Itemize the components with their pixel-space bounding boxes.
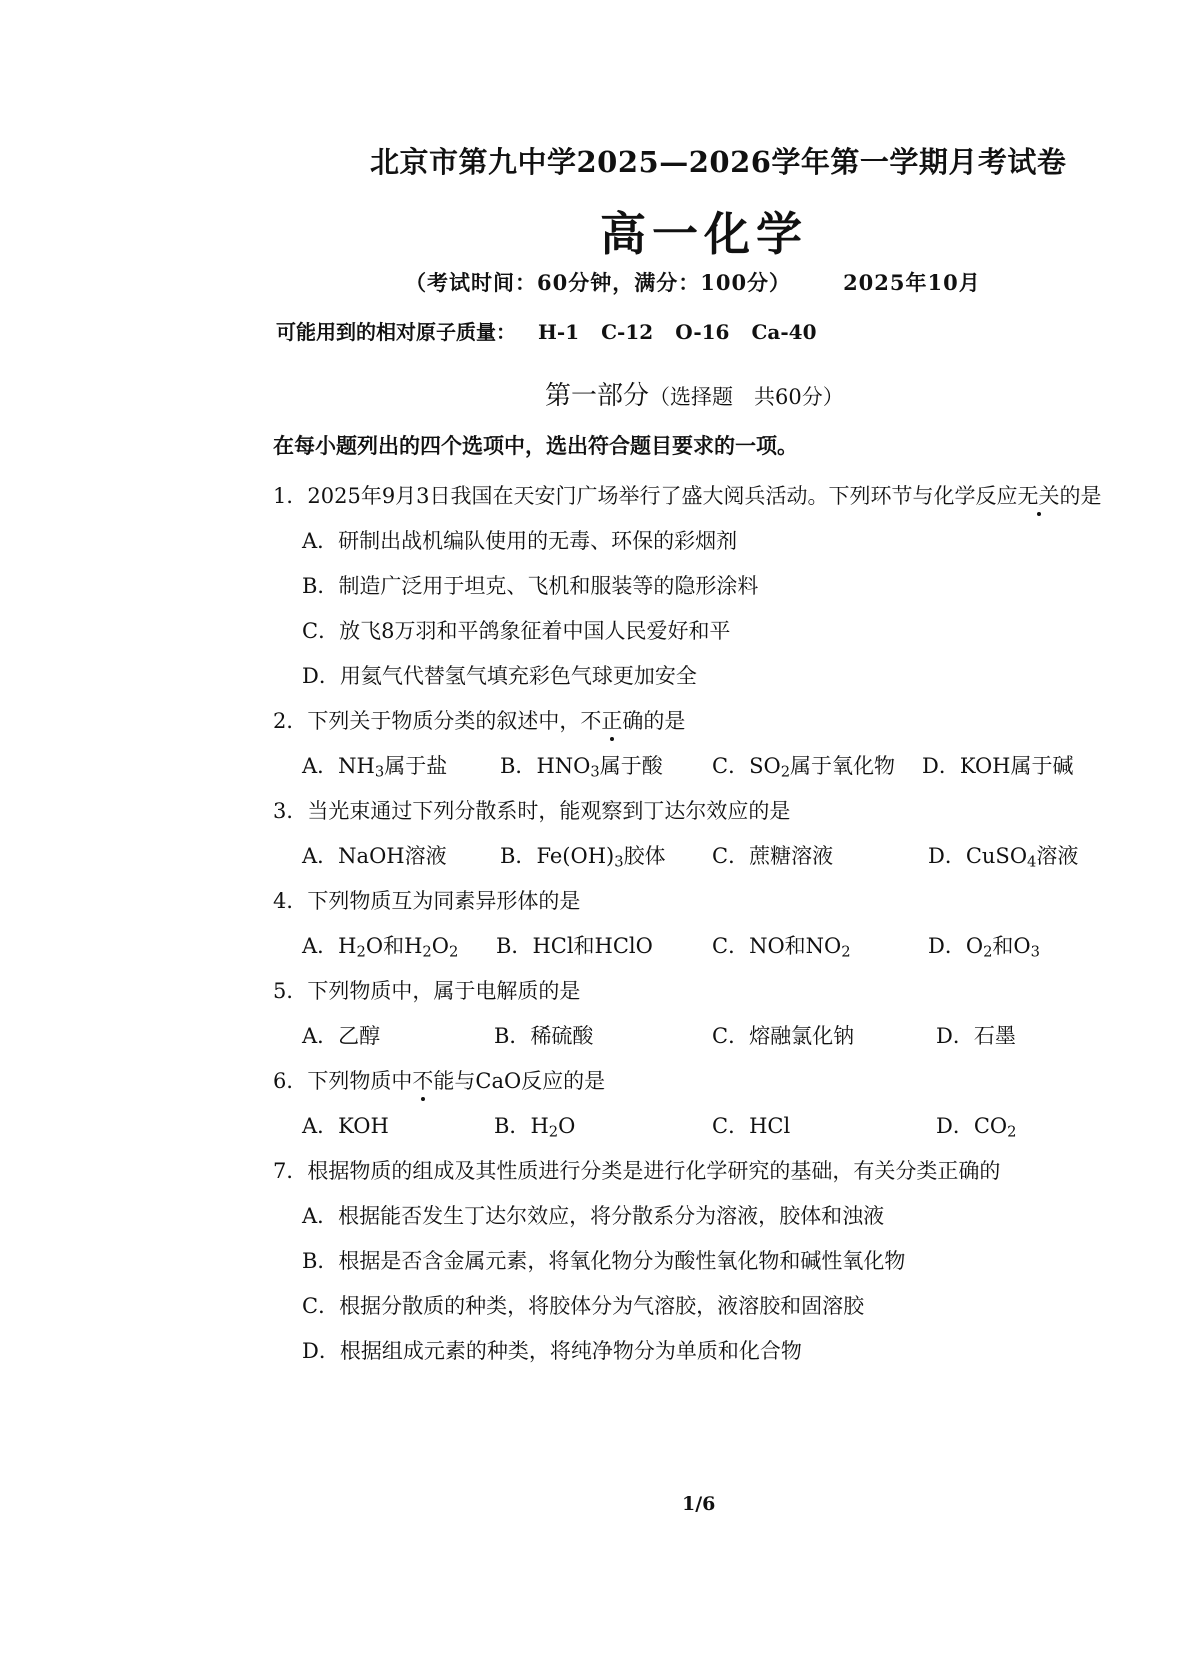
- mass-h: H-1: [538, 320, 580, 344]
- part-one-title: [545, 375, 844, 412]
- question-number: 4．: [273, 889, 308, 913]
- question-6-stem: 6．下列物质中不能与CaO反应的是: [273, 1069, 606, 1093]
- question-3-stem: 3．当光束通过下列分散系时，能观察到丁达尔效应的是: [273, 799, 791, 823]
- question-number: 3．: [273, 799, 308, 823]
- question-number: 6．: [273, 1069, 308, 1093]
- exam-info: [405, 267, 981, 297]
- question-7-option-a: A．根据能否发生丁达尔效应，将分散系分为溶液，胶体和浊液: [302, 1204, 885, 1228]
- question-2-option-c: C．$SO_2$属于氧化物: [712, 754, 896, 781]
- question-1-option-a: A．研制出战机编队使用的无毒、环保的彩烟剂: [302, 529, 738, 553]
- question-4-option-d: D．$O_2$和$O_3$: [928, 934, 1040, 961]
- question-2-option-b: B．$HNO_3$属于酸: [500, 754, 663, 781]
- page-number: 1/6: [682, 1493, 716, 1515]
- question-6-option-d: D．$CO_2$: [936, 1114, 1017, 1141]
- question-4-option-b: B．HCl和HClO: [496, 934, 653, 958]
- question-7-option-d: D．根据组成元素的种类，将纯净物分为单质和化合物: [302, 1339, 802, 1363]
- question-7-option-c: C．根据分散质的种类，将胶体分为气溶胶，液溶胶和固溶胶: [302, 1294, 865, 1318]
- question-2-stem: 2．下列关于物质分类的叙述中，不正确的是: [273, 709, 686, 733]
- instruction: 在每小题列出的四个选项中，选出符合题目要求的一项。: [273, 433, 798, 458]
- question-5-stem: 5．下列物质中，属于电解质的是: [273, 979, 581, 1003]
- question-6-option-c: C．HCl: [712, 1114, 791, 1138]
- subject-title: 高一化学: [600, 207, 808, 261]
- question-5-option-c: C．熔融氯化钠: [712, 1024, 855, 1048]
- question-3-option-c: C．蔗糖溶液: [712, 844, 834, 868]
- question-1-option-c: C．放飞8万羽和平鸽象征着中国人民爱好和平: [302, 619, 731, 643]
- question-number: 2．: [273, 709, 308, 733]
- question-3-option-d: D．CuSO$_4$溶液: [928, 844, 1079, 871]
- question-5-option-d: D．石墨: [936, 1024, 1016, 1048]
- question-1-option-d: D．用氦气代替氢气填充彩色气球更加安全: [302, 664, 697, 688]
- question-4-option-c: C．NO和$NO_2$: [712, 934, 851, 961]
- question-5-option-b: B．稀硫酸: [494, 1024, 594, 1048]
- question-6-option-a: A．KOH: [302, 1114, 389, 1138]
- atomic-masses-label: 可能用到的相对原子质量：: [276, 320, 516, 344]
- mass-o: O-16: [675, 320, 730, 344]
- question-5-option-a: A．乙醇: [302, 1024, 381, 1048]
- emphasis-text: 无关: [1017, 484, 1060, 508]
- question-7-stem: 7．根据物质的组成及其性质进行分类是进行化学研究的基础，有关分类正确的: [273, 1159, 1001, 1183]
- question-2-option-d: D．KOH属于碱: [922, 754, 1074, 778]
- emphasis-text: 不: [412, 1069, 434, 1093]
- question-6-option-b: B．$H_2O$: [494, 1114, 576, 1141]
- part-one-label: 第一部分: [545, 381, 650, 411]
- part-one-note: （选择题 共60分）: [649, 385, 844, 409]
- question-4-option-a: A．$H_2O$和$H_2O_2$: [302, 934, 459, 961]
- question-4-stem: 4．下列物质互为同素异形体的是: [273, 889, 581, 913]
- mass-c: C-12: [601, 320, 654, 344]
- question-3-option-a: A．NaOH溶液: [302, 844, 447, 868]
- exam-duration-score: （考试时间：60分钟，满分：100分）: [405, 270, 792, 295]
- question-3-option-b: B．$Fe(OH)_3$胶体: [500, 844, 666, 871]
- question-number: 7．: [273, 1159, 308, 1183]
- question-7-option-b: B．根据是否含金属元素，将氧化物分为酸性氧化物和碱性氧化物: [302, 1249, 906, 1273]
- question-2-option-a: A．$NH_3$属于盐: [302, 754, 448, 781]
- question-1-stem: 1．2025年9月3日我国在天安门广场举行了盛大阅兵活动。下列环节与化学反应无关的是: [273, 484, 1102, 508]
- question-number: 5．: [273, 979, 308, 1003]
- question-number: 1．: [273, 484, 308, 508]
- atomic-masses: [276, 316, 817, 345]
- emphasis-text: 不正确: [580, 709, 644, 733]
- mass-ca: Ca-40: [751, 320, 817, 344]
- exam-title: 北京市第九中学2025—2026学年第一学期月考试卷: [370, 145, 1067, 179]
- exam-date: 2025年10月: [843, 270, 981, 295]
- question-1-option-b: B．制造广泛用于坦克、飞机和服装等的隐形涂料: [302, 574, 759, 598]
